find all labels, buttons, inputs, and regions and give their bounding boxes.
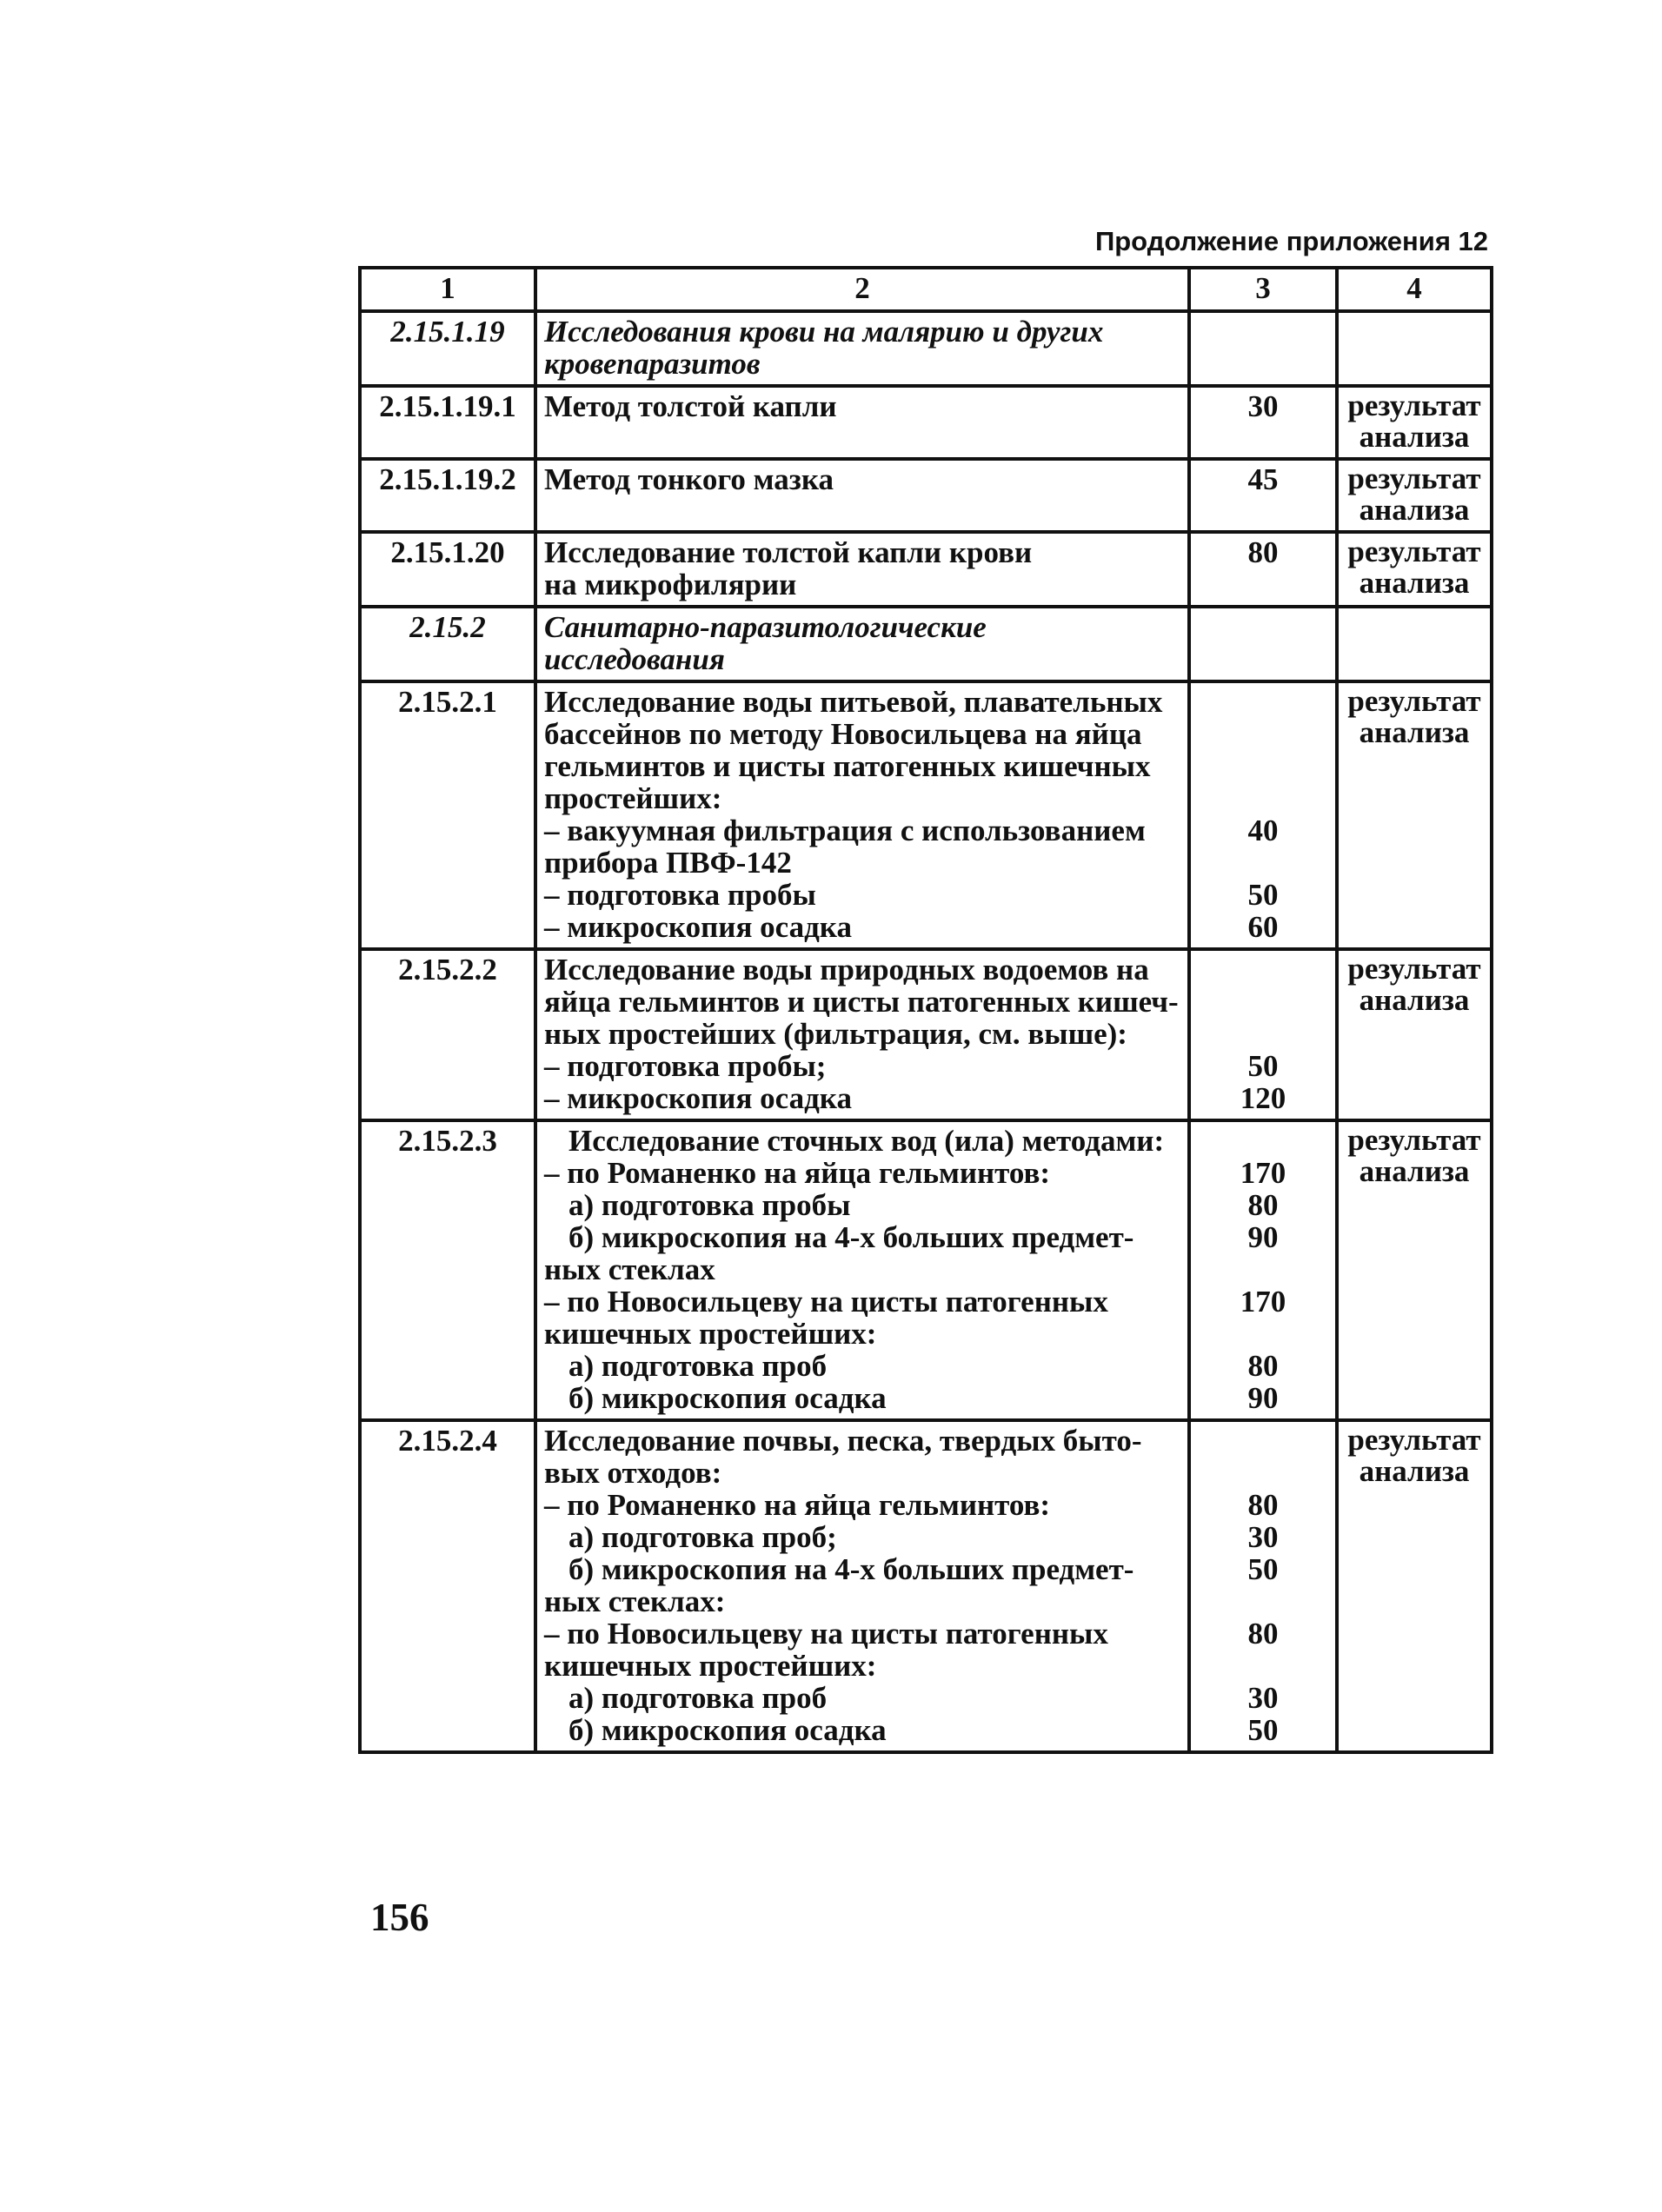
row-code: 2.15.2 <box>360 607 535 681</box>
row-code: 2.15.1.19.1 <box>360 386 535 459</box>
row-values: 50 120 <box>1189 949 1337 1120</box>
row-reporting: результат анализа <box>1337 681 1492 949</box>
row-value: 30 <box>1189 386 1337 459</box>
header-col-2: 2 <box>535 268 1189 311</box>
table-row <box>360 386 1492 459</box>
row-reporting: результат анализа <box>1337 949 1492 1120</box>
row-value <box>1189 607 1337 681</box>
row-value <box>1189 311 1337 386</box>
row-code: 2.15.2.3 <box>360 1120 535 1420</box>
row-reporting <box>1337 607 1492 681</box>
row-reporting: результат анализа <box>1337 532 1492 607</box>
row-description: Метод тонкого мазка <box>535 459 1189 532</box>
table-header-row <box>360 268 1492 311</box>
row-values: 170 80 90 170 80 90 <box>1189 1120 1337 1420</box>
row-code: 2.15.2.2 <box>360 949 535 1120</box>
table-row <box>360 949 1492 1120</box>
row-description: Метод толстой капли <box>535 386 1189 459</box>
table-row <box>360 1420 1492 1752</box>
row-reporting: результат анализа <box>1337 386 1492 459</box>
page-number: 156 <box>370 1896 429 1939</box>
row-code: 2.15.1.19.2 <box>360 459 535 532</box>
row-reporting <box>1337 311 1492 386</box>
header-col-4: 4 <box>1337 268 1492 311</box>
table-row <box>360 607 1492 681</box>
table-row <box>360 459 1492 532</box>
row-values: 40 50 60 <box>1189 681 1337 949</box>
row-description: Исследования крови на малярию и других кровепаразитов <box>535 311 1189 386</box>
table-caption: Продолжение приложения 12 <box>1094 226 1488 256</box>
row-description: Исследование воды питьевой, плавательных бассейнов по методу Новосильцева на яйца гельминтов и цисты патогенных кишечных простейших: – вакуумная фильтрация с использованием прибора ПВФ-142 – подготовка пробы – микроскопия осадка <box>535 681 1189 949</box>
table-row <box>360 532 1492 607</box>
header-col-1: 1 <box>360 268 535 311</box>
row-code: 2.15.1.19 <box>360 311 535 386</box>
table-row <box>360 311 1492 386</box>
row-values: 80 30 50 80 30 50 <box>1189 1420 1337 1752</box>
row-value: 80 <box>1189 532 1337 607</box>
row-value: 45 <box>1189 459 1337 532</box>
row-code: 2.15.1.20 <box>360 532 535 607</box>
row-description: Исследование воды природных водоемов на яйца гельминтов и цисты патогенных кишеч- ных простейших (фильтрация, см. выше): – подготовка пробы; – микроскопия осадка <box>535 949 1189 1120</box>
row-reporting: результат анализа <box>1337 1420 1492 1752</box>
tariff-table <box>358 266 1493 1754</box>
row-code: 2.15.2.1 <box>360 681 535 949</box>
header-col-3: 3 <box>1189 268 1337 311</box>
row-description: Исследование почвы, песка, твердых быто- вых отходов: – по Романенко на яйца гельминтов: а) подготовка проб; б) микроскопия на 4-х больших предмет- ных стеклах: – по Новосильцеву на цисты патогенных кишечных простейших: а) подготовка проб б) микроскопия осадка <box>535 1420 1189 1752</box>
row-description: Исследование толстой капли крови на микрофилярии <box>535 532 1189 607</box>
row-description: Исследование сточных вод (ила) методами: – по Романенко на яйца гельминтов: а) подготовка пробы б) микроскопия на 4-х больших предмет- ных стеклах – по Новосильцеву на цисты патогенных кишечных простейших: а) подготовка проб б) микроскопия осадка <box>535 1120 1189 1420</box>
table-row <box>360 1120 1492 1420</box>
table-row <box>360 681 1492 949</box>
row-description: Санитарно-паразитологические исследования <box>535 607 1189 681</box>
row-code: 2.15.2.4 <box>360 1420 535 1752</box>
row-reporting: результат анализа <box>1337 459 1492 532</box>
row-reporting: результат анализа <box>1337 1120 1492 1420</box>
